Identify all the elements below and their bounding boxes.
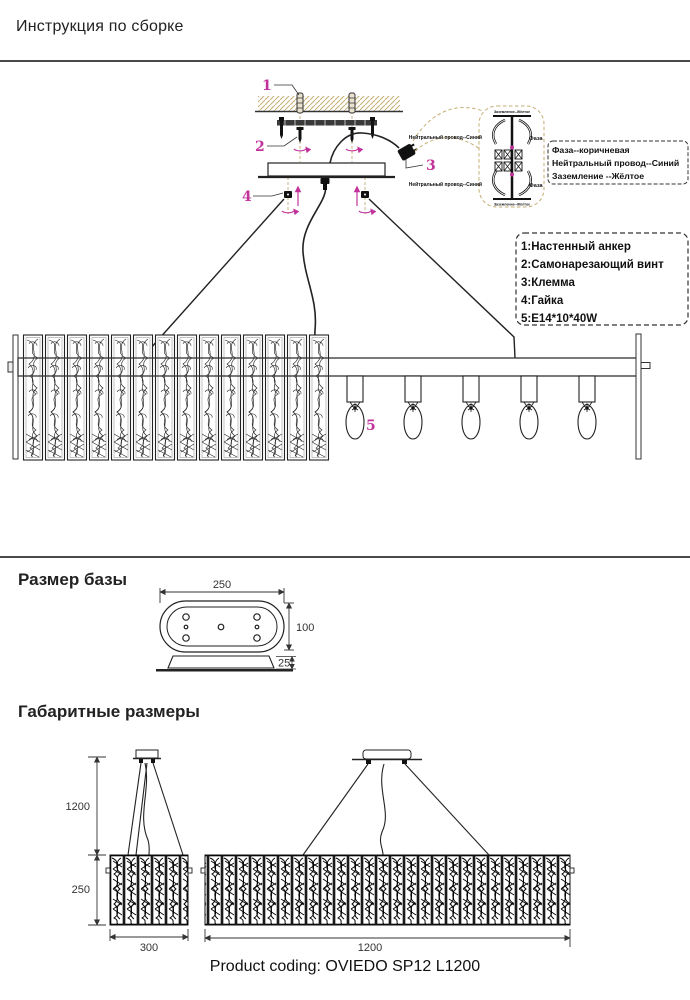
plug-connector (397, 142, 423, 168)
page-title: Инструкция по сборке (16, 18, 184, 35)
separator-top (0, 60, 690, 62)
base-side-view (168, 656, 274, 668)
wire-color-legend-box (548, 141, 688, 184)
part-label-4: 4 (242, 189, 252, 205)
base-size-heading: Размер базы (18, 570, 128, 589)
canopy (258, 163, 395, 190)
parts-list-line-5: 5:E14*10*40W (521, 313, 598, 325)
terminal-callout (409, 106, 544, 207)
parts-list-line-4: 4:Гайка (521, 295, 564, 307)
phase-wire-label-top: Фаза (529, 136, 543, 142)
crystal-panels (22, 334, 330, 461)
parts-list-line-2: 2:Самонарезающий винт (521, 259, 664, 271)
bulbs (346, 376, 596, 439)
drop-dim: 1200 (65, 801, 90, 813)
terminal-screws (495, 146, 522, 177)
part-label-5: 5 (366, 418, 376, 434)
assembly-diagram (0, 63, 690, 557)
ground-wire-label-top: Заземление--Жёлтое (493, 110, 531, 114)
mounting-bracket (277, 117, 377, 139)
bulb (578, 376, 596, 439)
parts-list-line-3: 3:Клемма (521, 277, 575, 289)
side-width-dim: 300 (139, 942, 159, 954)
base-size-drawing (0, 558, 690, 690)
body-height-dim: 250 (71, 884, 90, 896)
bulb (404, 376, 422, 439)
product-coding: Product coding: OVIEDO SP12 L1200 (209, 958, 481, 975)
front-view (201, 750, 574, 954)
ground-wire-label-bottom: Заземление--Жёлтое (493, 202, 531, 207)
base-width-dim: 250 (212, 579, 232, 591)
neutral-wire-label-top: Нейтральный провод--Синий (408, 135, 482, 141)
part-label-1: 1 (262, 78, 272, 94)
phase-wire-label-bottom: Фаза (529, 183, 543, 189)
color-legend-line-2: Нейтральный провод--Синий (552, 158, 680, 168)
overall-size-heading: Габаритные размеры (18, 702, 200, 721)
height-dimension-lines (88, 757, 106, 925)
bulb (520, 376, 538, 439)
parts-list-line-1: 1:Настенный анкер (521, 241, 631, 253)
self-tapping-screws (294, 127, 358, 151)
base-thickness-dim: 25 (278, 657, 291, 670)
part-label-2: 2 (255, 139, 265, 155)
chandelier-body (8, 334, 650, 461)
color-legend-line-1: Фаза--коричневая (552, 145, 630, 155)
parts-list-box (516, 233, 688, 325)
base-height-dim: 100 (296, 622, 315, 634)
side-view (106, 750, 192, 954)
nuts (282, 187, 371, 213)
part-label-3: 3 (426, 158, 436, 174)
ceiling-hatch (255, 96, 403, 112)
color-legend-line-3: Заземление --Жёлтое (552, 171, 645, 181)
length-dim: 1200 (357, 942, 383, 954)
bulb (462, 376, 480, 439)
bulb (346, 376, 364, 439)
alignment-guides (288, 96, 365, 214)
overall-dimensions-drawing (0, 728, 690, 960)
neutral-wire-label-bottom: Нейтральный провод--Синий (408, 182, 482, 188)
